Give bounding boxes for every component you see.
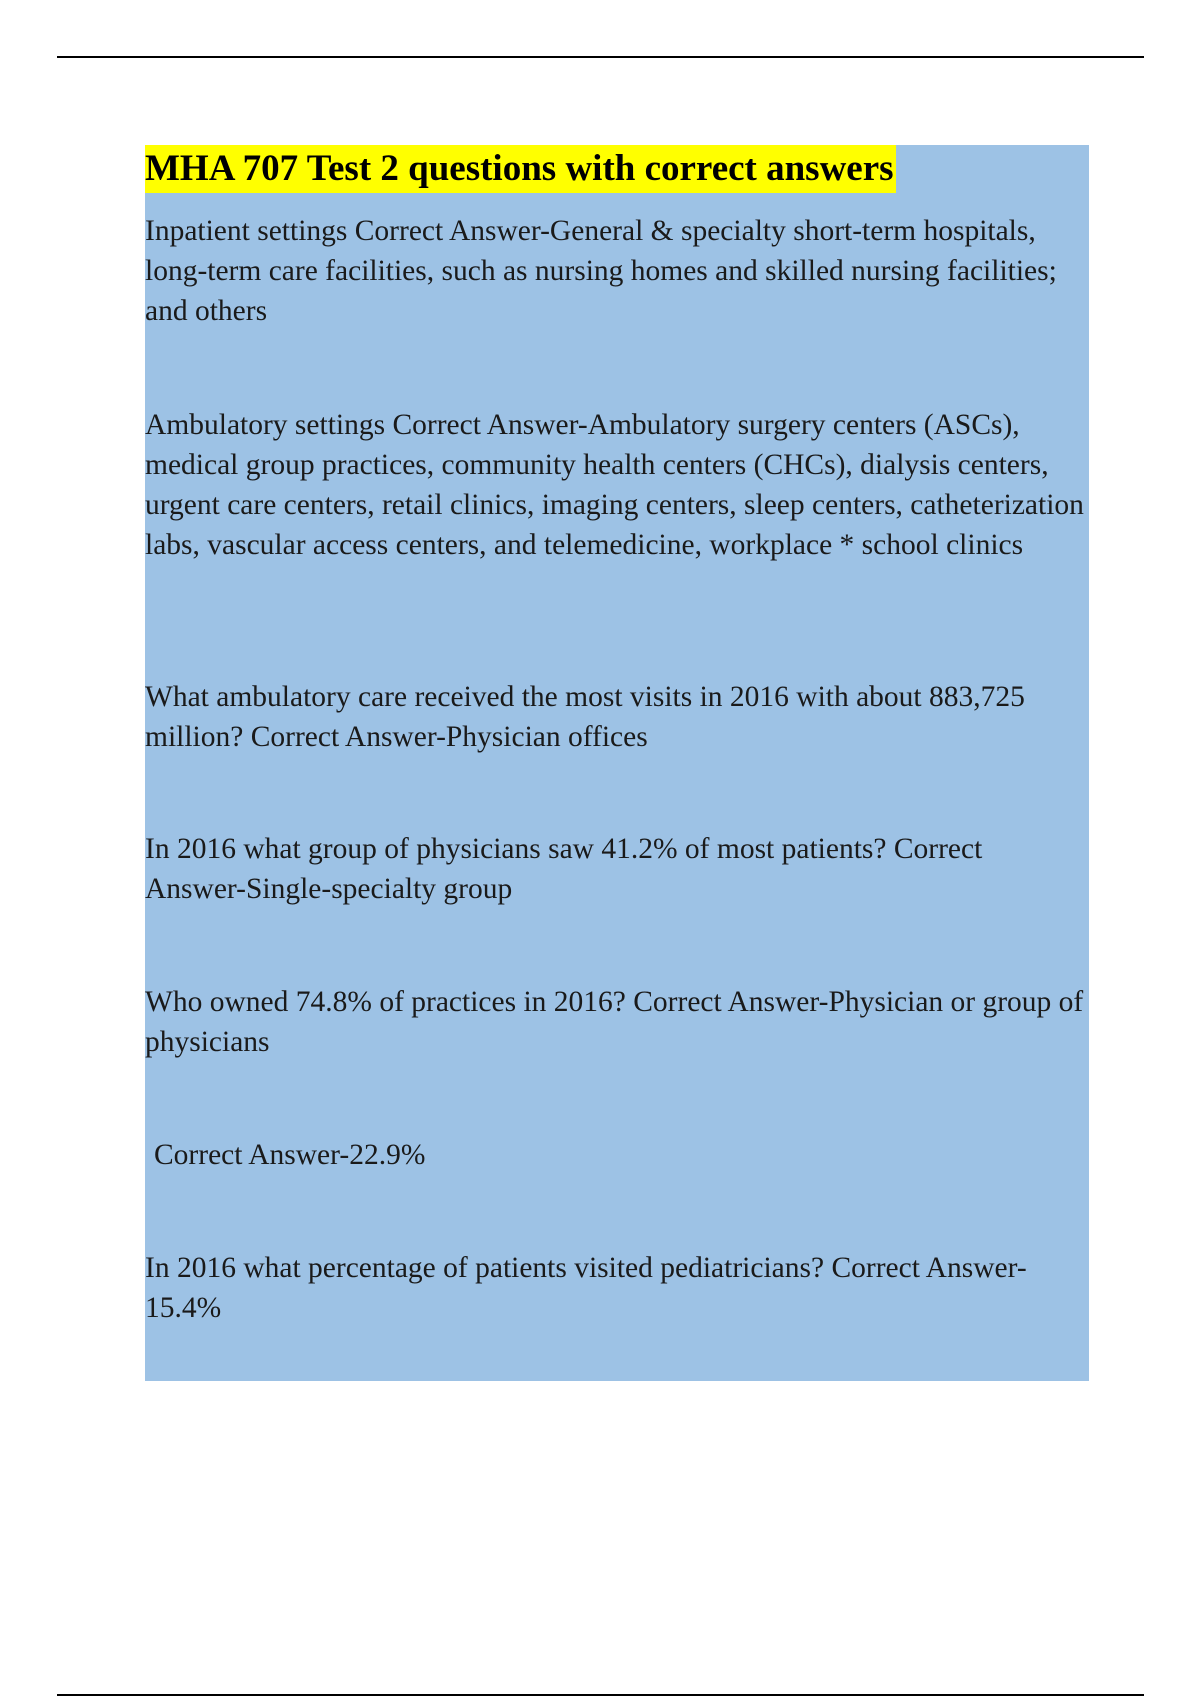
qa-item-practice-ownership: Who owned 74.8% of practices in 2016? Correct Answer-Physician or group of physicians [145,986,1084,1058]
qa-item-ambulatory-settings: Ambulatory settings Correct Answer-Ambulatory surgery centers (ASCs), medical group practices, community health centers (CHCs), dialysis centers, urgent care centers, retail clinics, imaging centers, sleep centers, catheterization labs, vascular access centers, and telemedicine, workplace * school clinics [145,409,1084,561]
qa-item-inpatient-settings: Inpatient settings Correct Answer-General & specialty short-term hospitals, long-term care facilities, such as nursing homes and skilled nursing facilities; and others [145,215,1057,327]
top-rule [57,56,1144,58]
qa-item-most-visits: What ambulatory care received the most visits in 2016 with about 883,725 million? Correct Answer-Physician offices [145,681,1025,753]
qa-item-physician-group: In 2016 what group of physicians saw 41.2% of most patients? Correct Answer-Single-specialty group [145,833,983,905]
bottom-rule [57,1694,1144,1696]
qa-item-pediatricians: In 2016 what percentage of patients visited pediatricians? Correct Answer-15.4% [145,1252,1027,1324]
page-title: MHA 707 Test 2 questions with correct answers [145,145,896,193]
content-panel [145,145,1089,1381]
qa-item-answer-only: Correct Answer-22.9% [154,1139,426,1171]
